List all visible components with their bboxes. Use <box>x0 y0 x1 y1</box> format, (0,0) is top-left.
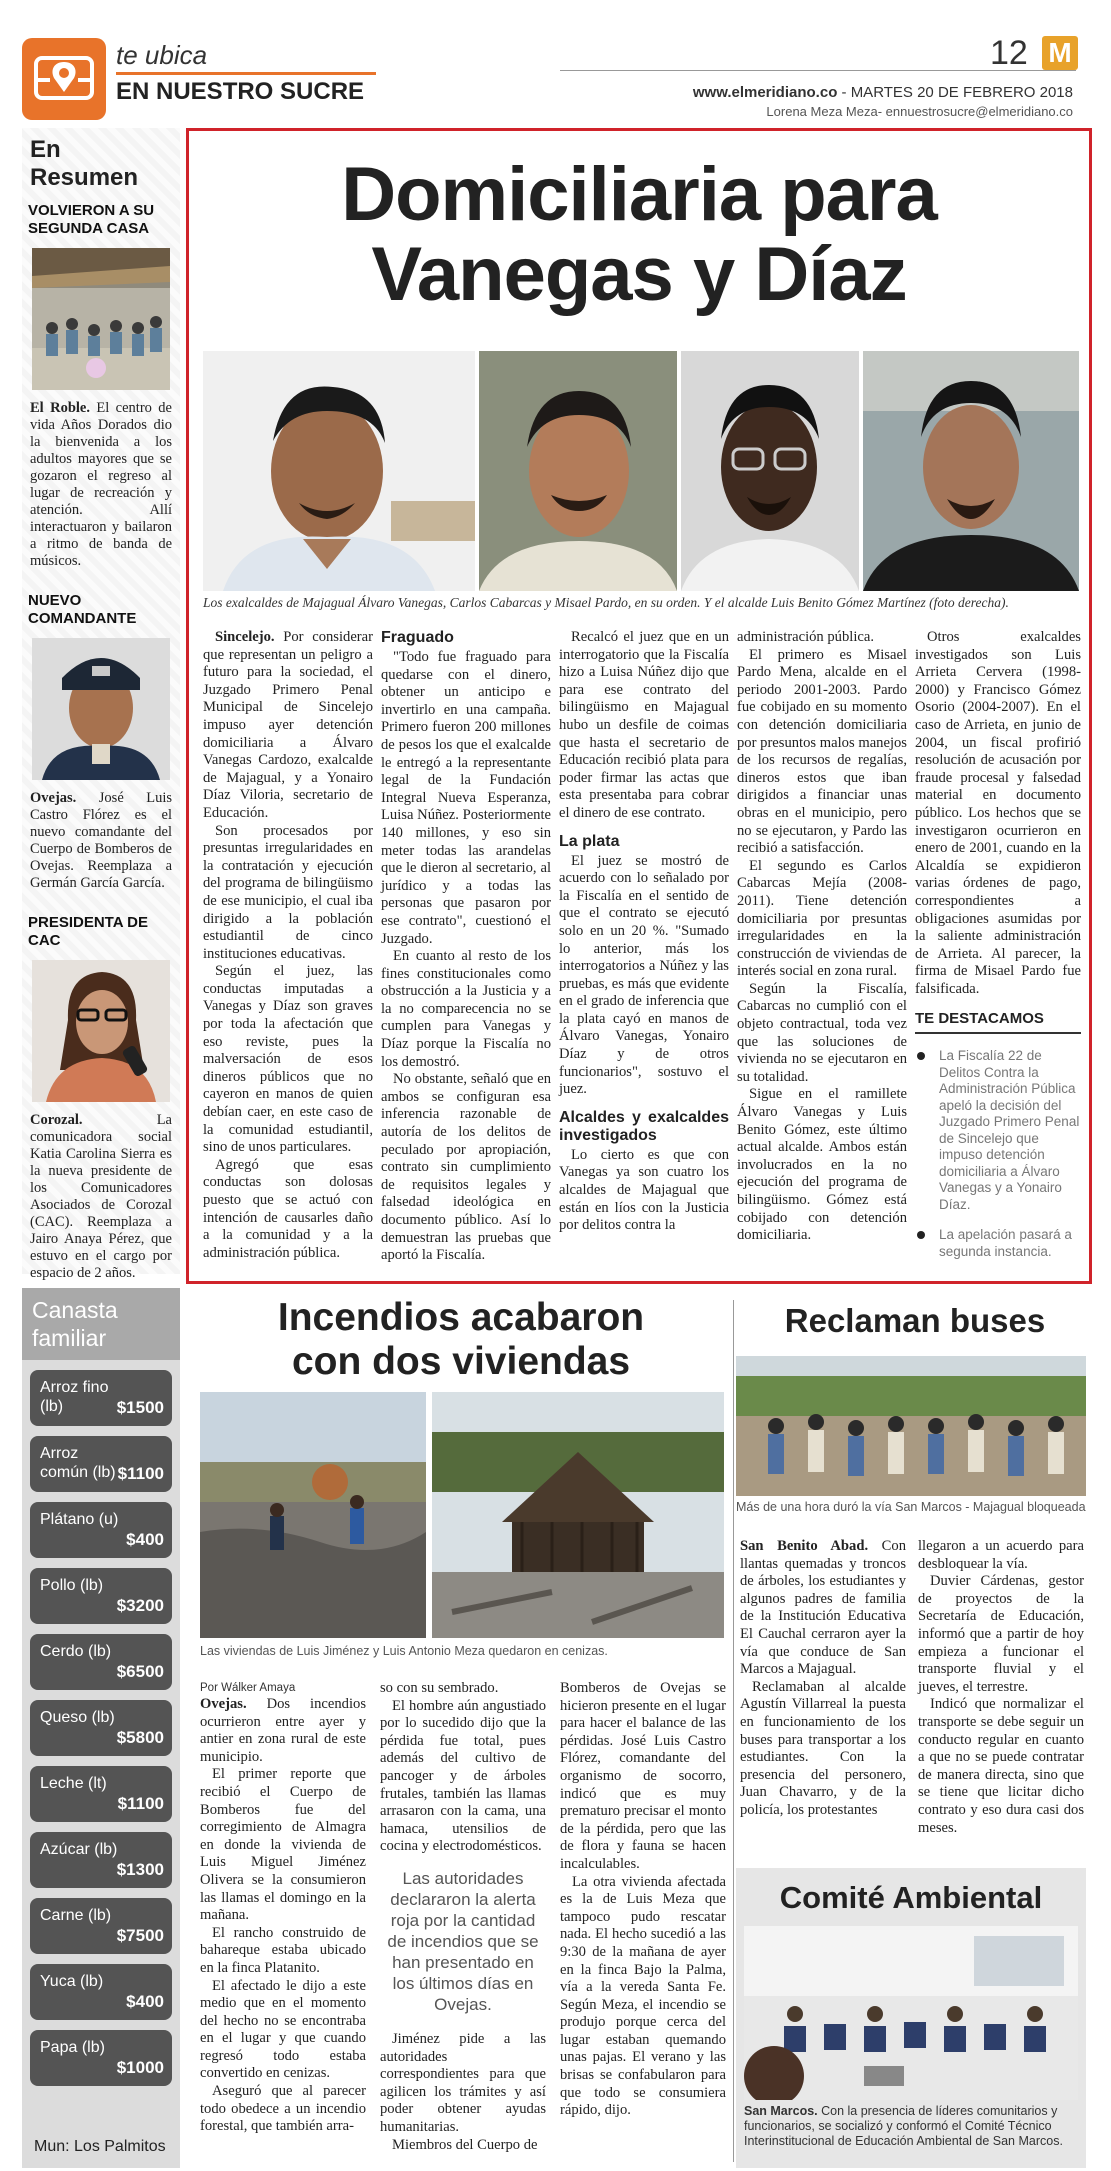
summary-text-2 <box>22 786 180 896</box>
product-price: $1000 <box>116 2058 164 2077</box>
section-logo <box>22 38 106 120</box>
summary-sidebar <box>22 128 180 1281</box>
product-price: $7500 <box>116 1926 164 1945</box>
product-price: $1100 <box>117 1794 164 1813</box>
subheading-alcaldes: Alcaldes y exalcaldes investigados <box>559 1108 729 1144</box>
comite-ambiental-box <box>736 1868 1086 2168</box>
paragraph: El juez se mostró de acuerdo con lo señalado por la Fiscalía en el sentido de que el contrato se ejecutó solo en un 20 %. "Sumado lo anterior, más los interrogatorios a Núñez y las pruebas, es más que evidente en el grado de inferencia que la plata cayó en manos de Álvaro Vanegas, Yonairo Díaz y de otros funcionarios", sostuvo el juez. <box>559 852 729 1098</box>
caption-text: Con la presencia de líderes comunitarios y funcionarios, se socializó y conformó el Comité Técnico Interinstitucional de Educación Ambiental de San Marcos. <box>744 2104 1063 2148</box>
product-price: $400 <box>126 1992 164 2011</box>
summary-lead-1: El Roble. <box>30 400 90 416</box>
paragraph-text: Por considerar que representan un peligro a futuro para la sociedad, el Juzgado Primero Penal Municipal de Sincelejo impuso ayer detención domiciliaria a Álvaro Vanegas Cardozo, exalcalde de Majagual, y a Yonairo Díaz Viloria, secretario de Educación. <box>203 629 373 821</box>
paragraph: Lo cierto es que con Vanegas ya son cuatro los alcaldes de Majagual que están en líos con la Justicia por delitos contra la <box>559 1146 729 1234</box>
product-name: Leche (lt) <box>40 1775 107 1792</box>
paragraph: Según la Fiscalía, Cabarcas no cumplió con el objeto contractual, toda vez que las soluciones de vivienda no se ejecutaron en su totalidad. <box>737 980 907 1085</box>
paragraph: El hombre aún angustiado por lo sucedido dijo que la pérdida fue total, pues además del cultivo de pancoger y de árboles frutales, también las llamas arrasaron con la cama, una hamaca, utensilios de cocina y electrodomésticos. <box>380 1697 546 1855</box>
product-name: Carne (lb) <box>40 1907 112 1924</box>
municipality-label: Mun: Los Palmitos <box>34 2138 166 2155</box>
price-item <box>30 1436 172 1492</box>
bus-column-1 <box>740 1538 906 1820</box>
summary-photo-3 <box>32 960 170 1102</box>
paragraph <box>740 1538 906 1679</box>
canasta-title: Canasta familiar <box>22 1288 180 1360</box>
dateline: San Marcos. <box>744 2104 818 2118</box>
price-item <box>30 1700 172 1756</box>
product-name: Plátano (u) <box>40 1511 119 1528</box>
price-item <box>30 1502 172 1558</box>
paragraph: Aseguró que al parecer todo obedece a un incendio forestal, que también arra- <box>200 2083 366 2135</box>
section-name: EN NUESTRO SUCRE <box>116 78 365 105</box>
bus-photo <box>736 1356 1086 1496</box>
product-name: Yuca (lb) <box>40 1973 104 1990</box>
brand-logo: M <box>1042 36 1078 70</box>
paragraph <box>200 1696 366 1766</box>
fire-column-3 <box>560 1680 726 2120</box>
paragraph: Según el juez, las conductas imputadas a Vanegas y Díaz son graves por toda la afectación que eso reviste, pues la malversación de esos dineros públicos que no cayeron en manos de quien debían caer, en este caso de la comunidad estudiantil, sino de unos particulares. <box>203 963 373 1156</box>
main-headline <box>189 152 1089 317</box>
article-column-3 <box>559 629 729 1235</box>
photo-vanegas <box>203 351 475 591</box>
map-location-icon <box>32 50 96 108</box>
paragraph-text: Dos incendios ocurrieron entre ayer y antier en zona rural de este municipio. <box>200 1696 366 1765</box>
paragraph: so con su sembrado. <box>380 1680 499 1696</box>
headline-line-2: con dos viviendas <box>291 1340 631 1383</box>
dateline: San Benito Abad. <box>740 1538 869 1554</box>
photo-caption: Los exalcaldes de Majagual Álvaro Vanegas, Carlos Cabarcas y Misael Pardo, en su orden. Y el alcalde Luis Benito Gómez Martínez (foto derecha). <box>203 595 1009 610</box>
highlight-item: La apelación pasará a segunda instancia. <box>915 1227 1081 1260</box>
product-price: $1100 <box>117 1464 164 1483</box>
product-name: Azúcar (lb) <box>40 1841 118 1858</box>
product-name: Cerdo (lb) <box>40 1643 112 1660</box>
product-name: Papa (lb) <box>40 2039 105 2056</box>
dateline: Ovejas. <box>200 1696 247 1712</box>
summary-lead-3: Corozal. <box>30 1112 83 1128</box>
fire-photo-1 <box>200 1392 426 1638</box>
paragraph: El rancho construido de bahareque estaba ubicado en la finca Platanito. <box>200 1924 366 1976</box>
product-name: Arroz común (lb) <box>40 1445 116 1481</box>
comite-photo <box>744 1926 1078 2100</box>
bus-column-2 <box>918 1538 1084 1837</box>
section-underline <box>116 72 376 75</box>
paragraph: "Todo fue fraguado para quedarse con el dinero, obtener un anticipo e invertirlo en una campaña. Primero fueron 200 millones de pesos los que el exalcalde le entregó a la representante legal de la Fundación Integral Nueva Esperanza, Luisa Núñez. Posteriormente 140 millones, y eso sin meter todas las arandelas que le dieron al secretario, al jurídico y a todas las personas que pasaron por ese contrato", cuestionó el Juzgado. <box>381 649 551 947</box>
canasta-familiar-box <box>22 1288 180 2168</box>
headline-line-1: Domiciliaria para <box>341 152 937 237</box>
author-email[interactable]: Lorena Meza Meza- ennuestrosucre@elmeridiano.co <box>766 104 1073 119</box>
pull-quote: Las autoridades declararon la alerta roja por la cantidad de incendios que se han presentado en los últimos días en Ovejas. <box>387 1868 539 2014</box>
product-price: $400 <box>126 1530 164 1549</box>
product-price: $1300 <box>116 1860 164 1879</box>
paragraph: Recalcó el juez que en un interrogatorio que la Fiscalía hizo a Luisa Núñez dijo que para ese contrato del bilingüismo en Majagual hubo un desfile de coimas que hasta el secretario de Educación recibió plata para poder firmar las actas que esta presentaba para cobrar el dinero de ese contrato. <box>559 629 729 821</box>
comite-caption <box>744 2104 1080 2149</box>
date-line <box>693 84 1073 101</box>
summary-photo-1 <box>32 248 170 390</box>
product-price: $1500 <box>116 1398 164 1417</box>
photo-gomez <box>863 351 1079 591</box>
paragraph: Agregó que esas conductas son dolosas puesto que se actuó con intención de causarles daño a la comunidad y a la administración pública. <box>203 1156 373 1261</box>
summary-body-2: José Luis Castro Flórez es el nuevo comandante del Cuerpo de Bomberos de Ovejas. Reemplaza a Germán García García. <box>30 790 172 891</box>
page-number: 12 <box>990 34 1028 72</box>
photo-cabarcas <box>479 351 677 591</box>
summary-heading-2: NUEVO COMANDANTE <box>28 592 137 627</box>
subheading-la-plata: La plata <box>559 832 620 850</box>
comite-headline: Comité Ambiental <box>779 1880 1043 1915</box>
paragraph: Otros exalcaldes investigados son Luis Arrieta Cervera (1998-2000) y Francisco Gómez Osorio (2004-2007). En el caso de Arrieta, en junio de 2004, un fiscal profirió resolución de acusación por fraude procesal y falsedad material en documento público. Los hechos que se investigaron ocurrieron en enero de 2001, cuando en la Alcaldía se expidieron varias órdenes de pago, correspondientes a obligaciones asumidas por la saliente administración de Arrieta. Al parecer, la firma de Misael Pardo fue falsificada. <box>915 629 1081 997</box>
bus-photo-caption: Más de una hora duró la vía San Marcos - Majagual bloqueada <box>736 1500 1086 1514</box>
product-price: $5800 <box>116 1728 164 1747</box>
issue-date: - MARTES 20 DE FEBRERO 2018 <box>837 84 1073 101</box>
fire-photo-caption: Las viviendas de Luis Jiménez y Luis Antonio Meza quedaron en cenizas. <box>200 1644 608 1658</box>
site-url[interactable]: www.elmeridiano.co <box>692 84 838 101</box>
paragraph: La otra vivienda afectada es la de Luis Meza que tampoco pudo rescatar nada. El hecho sucedió a las 9:30 de la mañana de ayer en la finca Bajo la Palma, vía a la vereda Santa Fe. Según Meza, el incendio se produjo porque cerca del lugar estaban quemando unas pajas. El verano y las brisas se confabularon para que todo se consumiera rápido, dijo. <box>560 1873 726 2119</box>
headline-line-2: Vanegas y Díaz <box>371 232 907 317</box>
summary-lead-2: Ovejas. <box>30 790 77 806</box>
paragraph: El segundo es Carlos Cabarcas Mejía (2008-2011). Tiene detención domiciliaria por presuntas irregularidades en la construcción de viviendas de interés social en zona rural. <box>737 857 907 980</box>
article-column-5 <box>915 629 1081 1260</box>
paragraph <box>203 629 373 823</box>
price-item <box>30 2030 172 2086</box>
paragraph: Sigue en el ramillete Álvaro Vanegas y Luis Benito Gómez, este último actual alcalde. Ambos están involucrados en la no ejecución del programa de bilingüismo. Gómez está cobijado con detención domiciliaria. <box>737 1086 907 1244</box>
paragraph: administración pública. <box>737 629 874 645</box>
article-column-1 <box>203 629 373 1262</box>
highlight-item: La Fiscalía 22 de Delitos Contra la Administración Pública apeló la decisión del Juzgado Primero Penal de Sincelejo que impuso detención domiciliaria a Álvaro Vanegas y a Yonairo Díaz. <box>915 1048 1081 1213</box>
paragraph: No obstante, señaló que en ambos se configuran esa inferencia razonable de autoría de los delitos de peculado por apropiación, contrato sin cumplimiento de requisitos legales y falsedad ideológica en documento público. Así lo demuestran las pruebas que aportó la Fiscalía. <box>381 1071 551 1264</box>
fire-photo-2 <box>432 1392 724 1638</box>
product-price: $3200 <box>116 1596 164 1615</box>
paragraph: El primero es Misael Pardo Mena, alcalde en el periodo 2001-2003. Pardo fue cobijado en su momento con detención domiciliaria por presuntos malos manejos de los recursos de regalías, dineros estos que iban dirigidos a financiar unas obras en el municipio, pero no se ejecutaron, y Pardo las recibió a satisfacción. <box>737 646 907 857</box>
photo-pardo <box>681 351 859 591</box>
fire-byline: Por Wálker Amaya <box>200 1682 296 1694</box>
summary-body-1: El centro de vida Años Dorados dio la bienvenida a los adultos mayores que se gozaron el regreso al lugar de recreación y atención. Allí interactuaron y bailaron a ritmo de banda de músicos. <box>30 400 172 569</box>
price-item <box>30 1832 172 1888</box>
product-name: Pollo (lb) <box>40 1577 104 1594</box>
paragraph: En cuanto al resto de los fines constitucionales como obstrucción a la Justicia y a la no comparecencia no se cumplen para Vanegas y Díaz porque la Fiscalía no los demostró. <box>381 948 551 1070</box>
summary-text-3 <box>22 1108 180 1286</box>
product-price: $6500 <box>116 1662 164 1681</box>
dateline: Sincelejo. <box>215 629 275 645</box>
paragraph: El primer reporte que recibió el Cuerpo de Bomberos fue del corregimiento de Almagra en donde la vivienda de Luis Miguel Jiménez Olivera se la consumieron las llamas el domingo en la mañana. <box>200 1766 366 1924</box>
product-name: Queso (lb) <box>40 1709 115 1726</box>
headline-line-1: Incendios acabaron <box>277 1296 645 1339</box>
article-column-2 <box>381 629 551 1265</box>
column-divider <box>733 1300 734 2162</box>
paragraph: Duvier Cárdenas, gestor de proyectos de la Secretaría de Educación, informó que a partir de hoy empieza a funcionar el transporte fluvial y el jueves, el terrestre. <box>918 1573 1084 1695</box>
paragraph: llegaron a un acuerdo para desbloquear la vía. <box>918 1538 1084 1572</box>
price-item <box>30 1568 172 1624</box>
paragraph: Son procesados por presuntas irregularidades en la contratación y ejecución del programa de bilingüismo de ese municipio, el cual iba dirigido a la población estudiantil de cinco instituciones educativas. <box>203 822 373 962</box>
summary-heading-1: VOLVIERON A SU SEGUNDA CASA <box>28 202 155 237</box>
paragraph: Jiménez pide a las autoridades correspondientes para que agilicen los trámites y así poder obtener ayudas humanitarias. <box>380 2030 546 2135</box>
paragraph: El afectado le dijo a este medio que en el momento del hecho no se encontraba en el lugar y que cuando regresó todo estaba convertido en cenizas. <box>200 1977 366 2082</box>
summary-heading-3: PRESIDENTA DE CAC <box>28 914 149 949</box>
highlights-title: TE DESTACAMOS <box>915 1010 1081 1034</box>
subheading-fraguado: Fraguado <box>381 629 454 646</box>
price-item <box>30 1898 172 1954</box>
price-item <box>30 1964 172 2020</box>
paragraph: Reclamaban al alcalde Agustín Villarreal la puesta en funcionamiento de los buses para transportar a los estudiantes. Con la presencia del personero, Juan Chavarro, y de la policía, los protestantes <box>740 1678 906 1818</box>
bus-headline: Reclaman buses <box>784 1302 1046 1339</box>
fire-column-2 <box>380 1680 546 2154</box>
paragraph: Bomberos de Ovejas se hicieron presente en el lugar para hacer el balance de las pérdidas. José Luis Castro Flórez, comandante del organismo de socorro, indicó que es muy prematuro precisar el monto de la pérdida, pero que las de flora y fauna se hacen incalculables. <box>560 1680 726 1872</box>
fire-column-1 <box>200 1696 366 2136</box>
summary-text-1 <box>22 396 180 574</box>
price-item <box>30 1634 172 1690</box>
fire-headline <box>196 1296 726 1384</box>
summary-body-3: La comunicadora social Katia Carolina Sierra es la nueva presidente de los Comunicadores Asociados de Corozal (CAC). Reemplaza a Jairo Anaya Pérez, que estuvo en el cargo por espacio de 2 años. <box>30 1112 172 1281</box>
summary-photo-2 <box>32 638 170 780</box>
product-name: Arroz fino (lb) <box>40 1379 109 1415</box>
main-article <box>186 128 1092 1284</box>
price-item <box>30 1370 172 1426</box>
paragraph: Miembros del Cuerpo de <box>392 2136 538 2153</box>
paragraph: Indicó que normalizar el transporte se debe seguir un conducto regular en cuanto a que no se puede contratar de manera directa, sino que se tiene que licitar dicho contrato y eso dura casi dos meses. <box>918 1696 1084 1836</box>
paragraph-text: Con llantas quemadas y troncos de árboles, los estudiantes y algunos padres de familia de la Institución Educativa El Cauchal cerraron ayer la vía que conduce de San Marcos a Majagual. <box>740 1538 906 1678</box>
price-item <box>30 1766 172 1822</box>
page-header <box>0 0 1111 125</box>
article-column-4 <box>737 629 907 1245</box>
sidebar-title: En Resumen <box>30 136 139 191</box>
section-kicker: te ubica <box>116 40 208 70</box>
